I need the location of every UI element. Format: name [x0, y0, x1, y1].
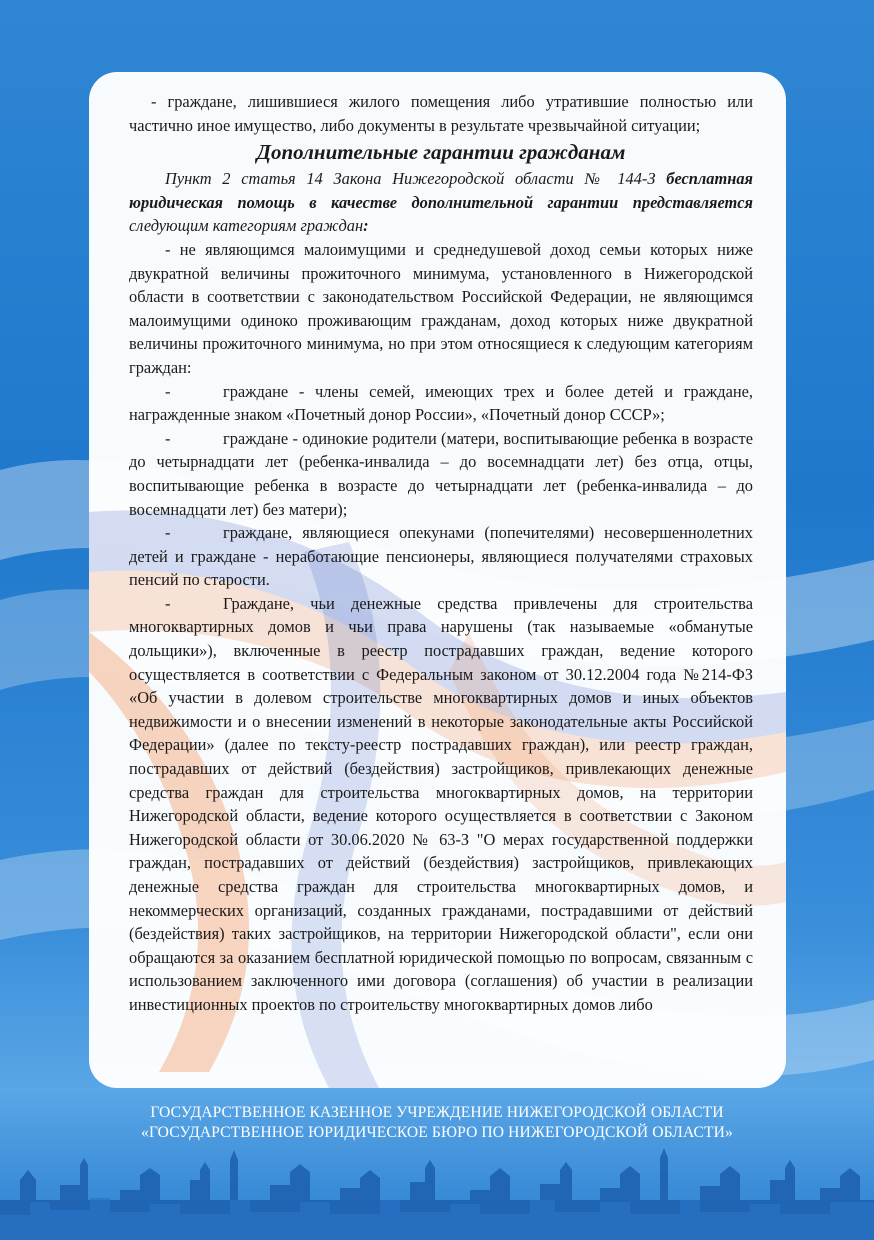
law-ref-text: Пункт 2 статья 14 Закона Нижегородской области № 144-З	[165, 169, 656, 189]
list-item	[129, 521, 753, 592]
footer-line-2: «ГОСУДАРСТВЕННОЕ ЮРИДИЧЕСКОЕ БЮРО ПО НИЖЕГОРОДСКОЙ ОБЛАСТИ»	[141, 1124, 733, 1141]
footer-organization	[0, 1103, 874, 1143]
list-item-text: граждане, являющиеся опекунами (попечителями) несовершеннолетних детей и граждане - неработающие пенсионеры, являющиеся получателями страховых пенсий по старости.	[129, 523, 753, 590]
list-item-text: граждане - члены семей, имеющих трех и более детей и граждане, награжденные знаком «Почетный донор России», «Почетный донор СССР»;	[129, 381, 753, 425]
list-item	[129, 427, 753, 521]
law-bold-text: бесплатная юридическая помощь в качестве дополнительной гарантии представляется	[129, 169, 753, 212]
content-card	[89, 72, 786, 1088]
intro-item: - граждане, лишившиеся жилого помещения либо утратившие полностью или частично иное имущество, либо документы в результате чрезвычайной ситуации;	[129, 92, 753, 135]
list-item-text: граждане - одинокие родители (матери, воспитывающие ребенка в возрасте до четырнадцати лет (ребенка-инвалида – до восемнадцати лет) без отца, отцы, воспитывающие ребенка в возрасте до четырнадцати лет (ребенка-инвалида – до восемнадцати лет) без матери);	[129, 428, 753, 519]
list-dash: -	[165, 523, 171, 543]
city-skyline-illustration	[0, 1140, 874, 1240]
law-tail-text: следующим категориям граждан	[129, 216, 364, 236]
law-colon: :	[363, 216, 369, 236]
list-item	[129, 380, 753, 427]
section-heading: Дополнительные гарантии гражданам	[256, 140, 626, 165]
law-reference	[129, 167, 753, 238]
list-item-text: Граждане, чьи денежные средства привлечены для строительства многоквартирных домов и чьи права нарушены (так называемые «обманутые дольщики»), включенные в реестр пострадавших граждан, ведение которого осуществляется в соответствии с Федеральным законом от 30.12.2004 года №214-ФЗ «Об участии в долевом строительстве многоквартирных домов и иных объектов недвижимости и о внесении изменений в некоторые законодательные акты Российской Федерации» (далее по тексту-реестр пострадавших граждан), или реестр граждан, пострадавших от действий (бездействия) застройщиков, привлекающих денежные средства граждан для строительства многоквартирных домов, на территории Нижегородской области, ведение которого осуществляется в соответствии с Законом Нижегородской области от 30.06.2020 № 63-З "О мерах государственной поддержки граждан, пострадавших от действий (бездействия) застройщиков, привлекающих денежные средства граждан для строительства многоквартирных домов, и некоммерческих организаций, созданных гражданами, пострадавшими от действий (бездействия) таких застройщиков, на территории Нижегородской области", если они обращаются за оказанием бесплатной юридической помощью по вопросам, связанным с использованием заключенного ими договора (соглашения) об участии в реализации инвестиционных проектов по строительству многоквартирных домов либо	[129, 593, 753, 1014]
footer-line-1: ГОСУДАРСТВЕННОЕ КАЗЕННОЕ УЧРЕЖДЕНИЕ НИЖЕГОРОДСКОЙ ОБЛАСТИ	[150, 1104, 724, 1121]
list-dash: -	[165, 428, 171, 448]
list-dash: -	[165, 593, 171, 613]
document-body	[129, 90, 753, 1017]
main-paragraph: - не являющимся малоимущими и среднедушевой доход семьи которых ниже двукратной величины прожиточного минимума, установленного в Нижегородской области в соответствии с законодательством Российской Федерации, не являющимся малоимущими одиноко проживающим гражданам, доход которых ниже двукратной величины прожиточного минимума, но при этом относящиеся к следующим категориям граждан:	[129, 239, 753, 377]
list-item	[129, 592, 753, 1017]
list-dash: -	[165, 381, 171, 401]
